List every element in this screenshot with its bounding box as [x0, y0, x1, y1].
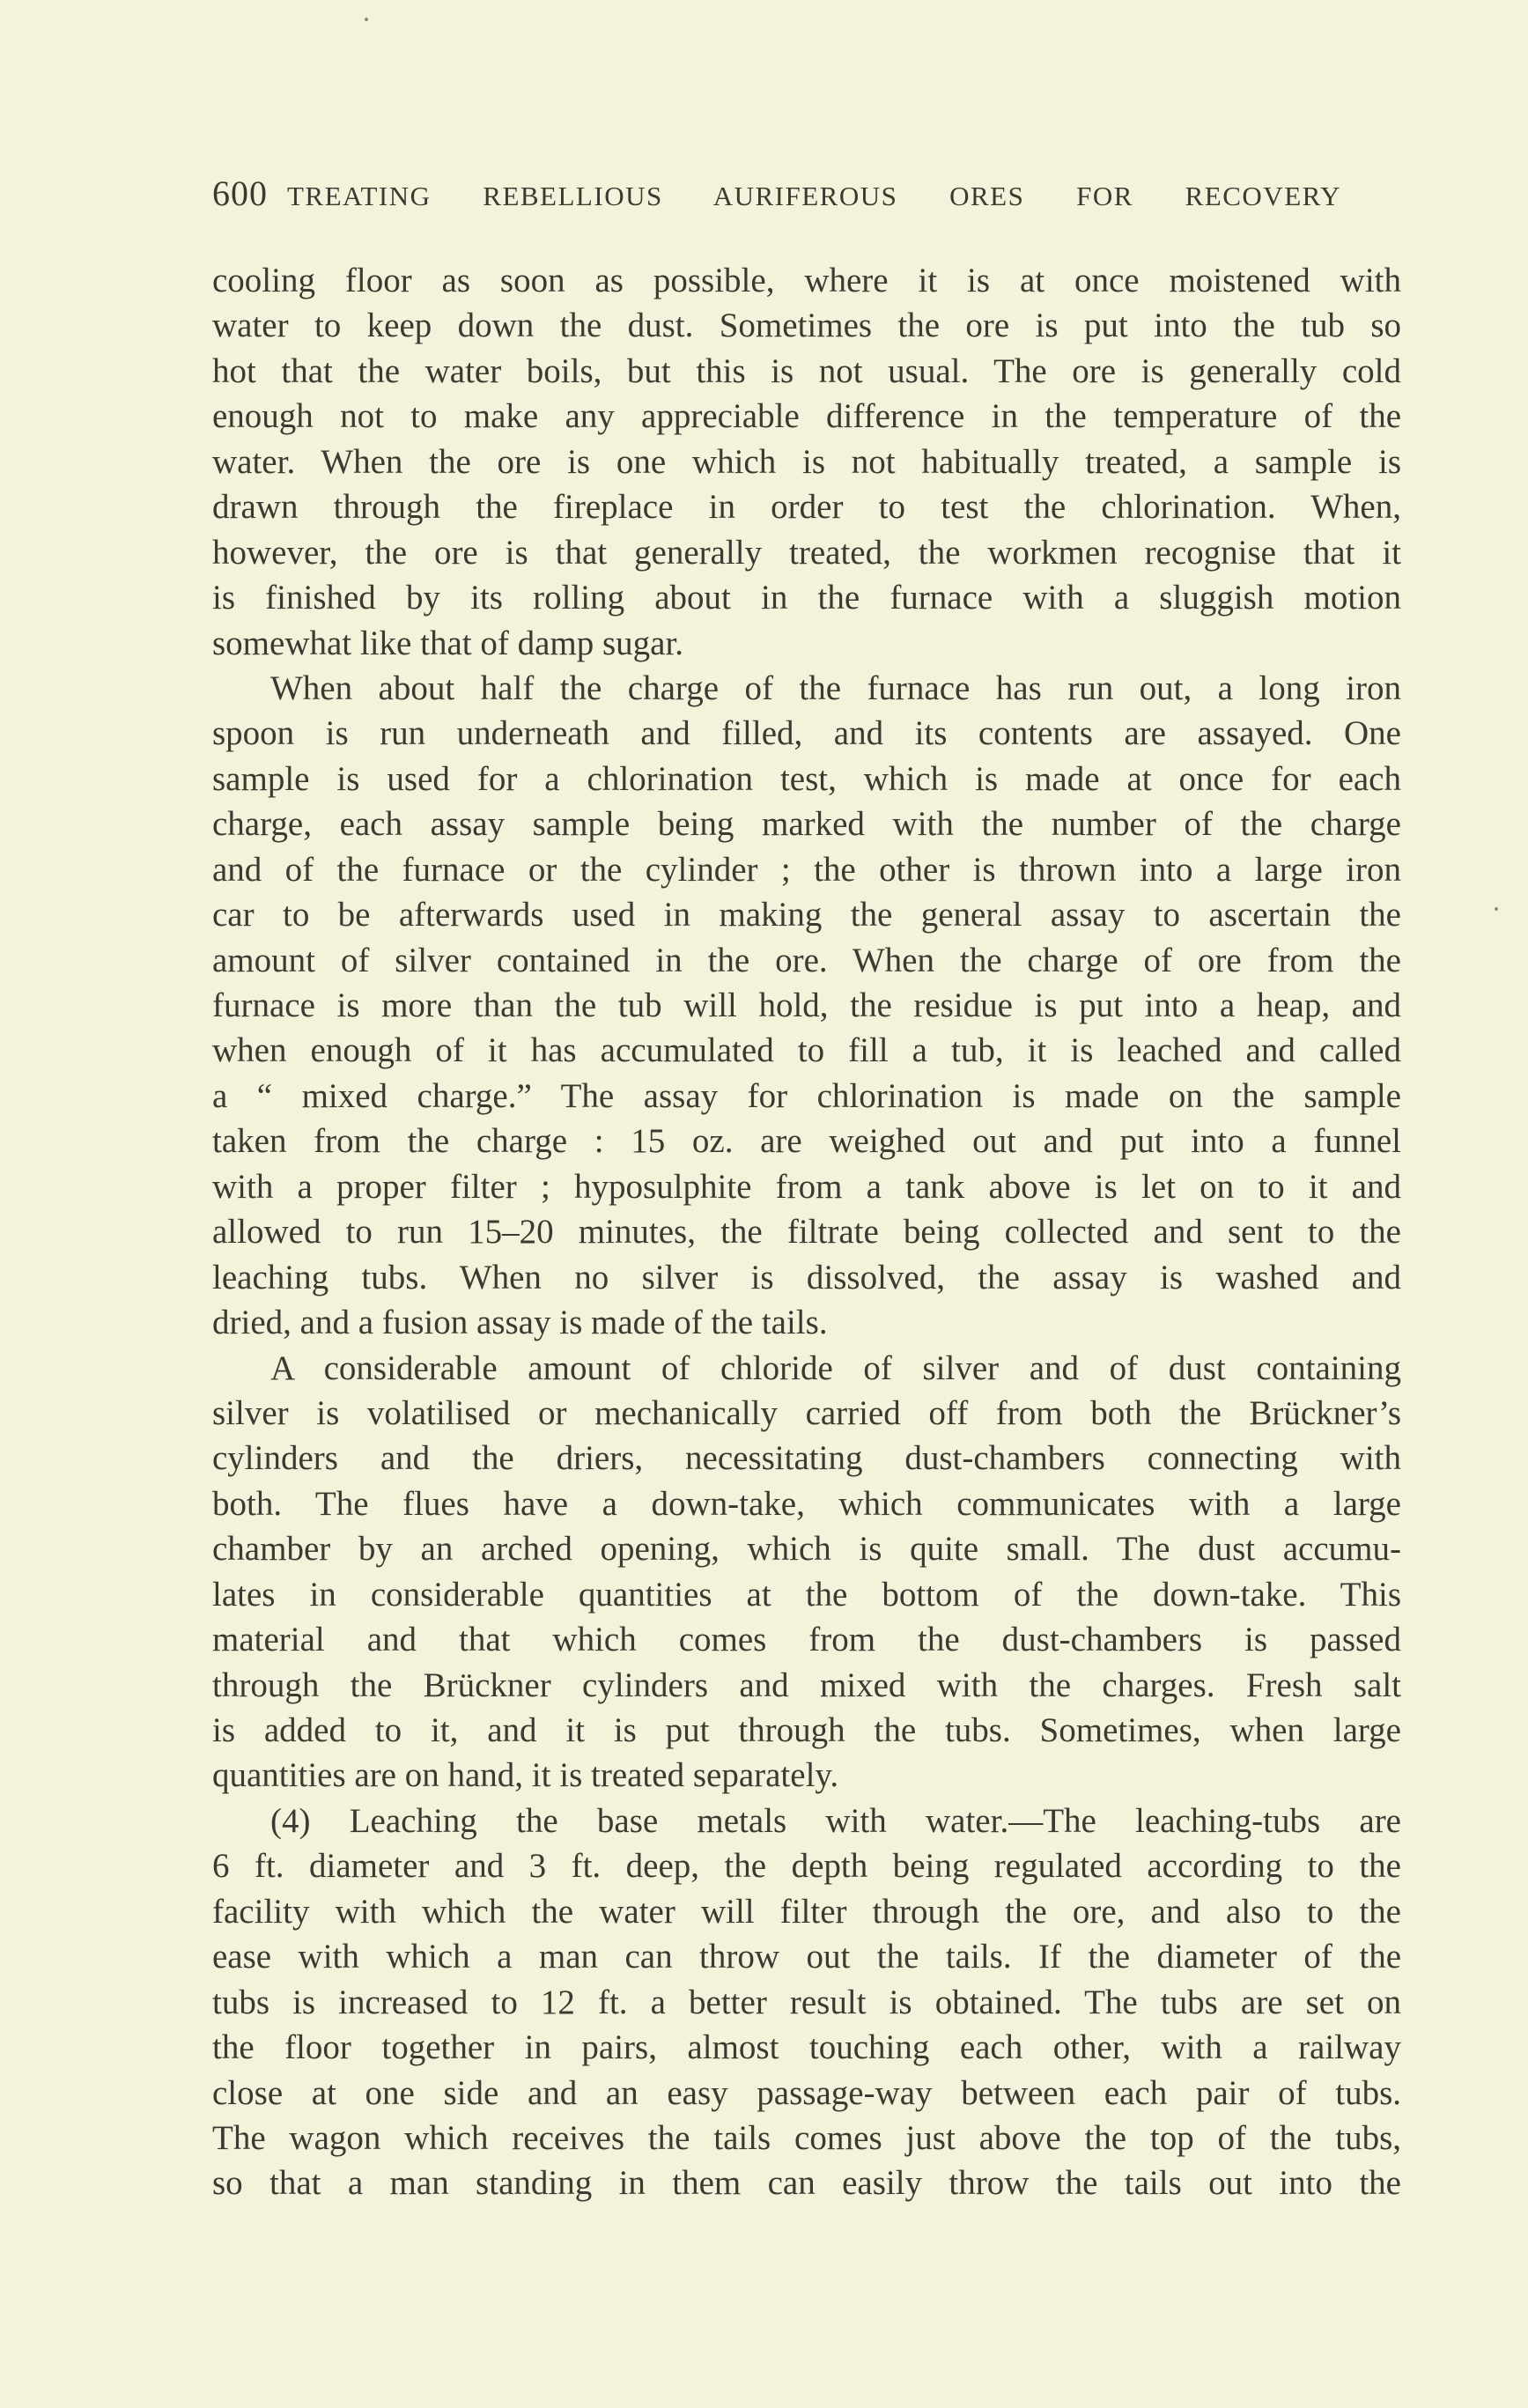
text-line: car to be afterwards used in making the general assay to ascertain the	[212, 896, 1401, 934]
running-title: TREATING REBELLIOUS AURIFEROUS ORES FOR RECOVERY	[287, 181, 1341, 211]
text-line: drawn through the fireplace in order to test the chlorination. When,	[212, 488, 1401, 527]
text-line: sample is used for a chlorination test, which is made at once for each	[212, 759, 1401, 798]
text-line: hot that the water boils, but this is not usual. The ore is generally cold	[212, 351, 1401, 390]
text-line: A considerable amount of chloride of silver and of dust containing	[270, 1348, 1401, 1387]
text-line: chamber by an arched opening, which is quite small. The dust accumu-	[212, 1530, 1401, 1569]
paragraph	[212, 666, 1401, 1346]
text-line: however, the ore is that generally treated, the workmen recognise that it	[212, 533, 1401, 572]
page-number: 600	[212, 174, 268, 213]
text-line: a “ mixed charge.” The assay for chlorination is made on the sample	[212, 1076, 1401, 1115]
text-line: with a proper filter ; hyposulphite from a tank above is let on to it and	[212, 1167, 1401, 1206]
text-line: close at one side and an easy passage-way between each pair of tubs.	[212, 2073, 1401, 2112]
text-line: so that a man standing in them can easily throw the tails out into the	[212, 2164, 1401, 2203]
text-line: both. The flues have a down-take, which communicates with a large	[212, 1484, 1401, 1523]
text-line: quantities are on hand, it is treated separately.	[212, 1756, 839, 1795]
paragraph	[212, 1346, 1401, 1799]
scan-speck	[365, 18, 368, 21]
text-line: allowed to run 15–20 minutes, the filtrate being collected and sent to the	[212, 1213, 1401, 1252]
text-line: furnace is more than the tub will hold, the residue is put into a heap, and	[212, 986, 1401, 1024]
text-line: the floor together in pairs, almost touching each other, with a railway	[212, 2028, 1401, 2067]
text-line: When about half the charge of the furnace has run out, a long iron	[270, 668, 1401, 707]
text-line: cylinders and the driers, necessitating dust-chambers connecting with	[212, 1439, 1401, 1478]
text-line: enough not to make any appreciable difference in the temperature of the	[212, 397, 1401, 436]
text-line: lates in considerable quantities at the bottom of the down-take. This	[212, 1575, 1401, 1614]
text-line: is added to it, and it is put through the tubs. Sometimes, when large	[212, 1711, 1401, 1749]
scan-speck	[1495, 907, 1498, 911]
text-line: (4) Leaching the base metals with water.—The leaching-tubs are	[270, 1801, 1401, 1840]
text-line: and of the furnace or the cylinder ; the other is thrown into a large iron	[212, 850, 1401, 889]
text-line: The wagon which receives the tails comes just above the top of the tubs,	[212, 2118, 1401, 2157]
running-header	[212, 173, 1341, 217]
text-line: tubs is increased to 12 ft. a better result is obtained. The tubs are set on	[212, 1983, 1401, 2021]
text-line: silver is volatilised or mechanically carried off from both the Brückner’s	[212, 1393, 1401, 1432]
text-line: cooling floor as soon as possible, where it is at once moistened with	[212, 262, 1401, 299]
body-text	[212, 258, 1401, 2206]
text-line: ease with which a man can throw out the tails. If the diameter of the	[212, 1938, 1401, 1976]
paragraph	[212, 1799, 1401, 2206]
text-line: leaching tubs. When no silver is dissolved, the assay is washed and	[212, 1258, 1401, 1296]
text-line: amount of silver contained in the ore. When the charge of ore from the	[212, 941, 1401, 979]
text-line: 6 ft. diameter and 3 ft. deep, the depth being regulated according to the	[212, 1847, 1401, 1886]
text-line: is finished by its rolling about in the furnace with a sluggish motion	[212, 579, 1401, 617]
text-line: when enough of it has accumulated to fill a tub, it is leached and called	[212, 1031, 1401, 1070]
text-line: water. When the ore is one which is not habitually treated, a sample is	[212, 442, 1401, 481]
paragraph	[212, 258, 1401, 666]
text-line: through the Brückner cylinders and mixed with the charges. Fresh salt	[212, 1666, 1401, 1704]
text-line: charge, each assay sample being marked with the number of the charge	[212, 805, 1401, 844]
text-line: facility with which the water will filter through the ore, and also to the	[212, 1892, 1401, 1931]
text-line: material and that which comes from the dust-chambers is passed	[212, 1621, 1401, 1659]
text-line: spoon is run underneath and filled, and its contents are assayed. One	[212, 714, 1401, 753]
text-line: water to keep down the dust. Sometimes the ore is put into the tub so	[212, 307, 1401, 345]
text-line: somewhat like that of damp sugar.	[212, 624, 684, 662]
text-line: dried, and a fusion assay is made of the tails.	[212, 1304, 828, 1342]
text-line: taken from the charge : 15 oz. are weighed out and put into a funnel	[212, 1122, 1401, 1161]
